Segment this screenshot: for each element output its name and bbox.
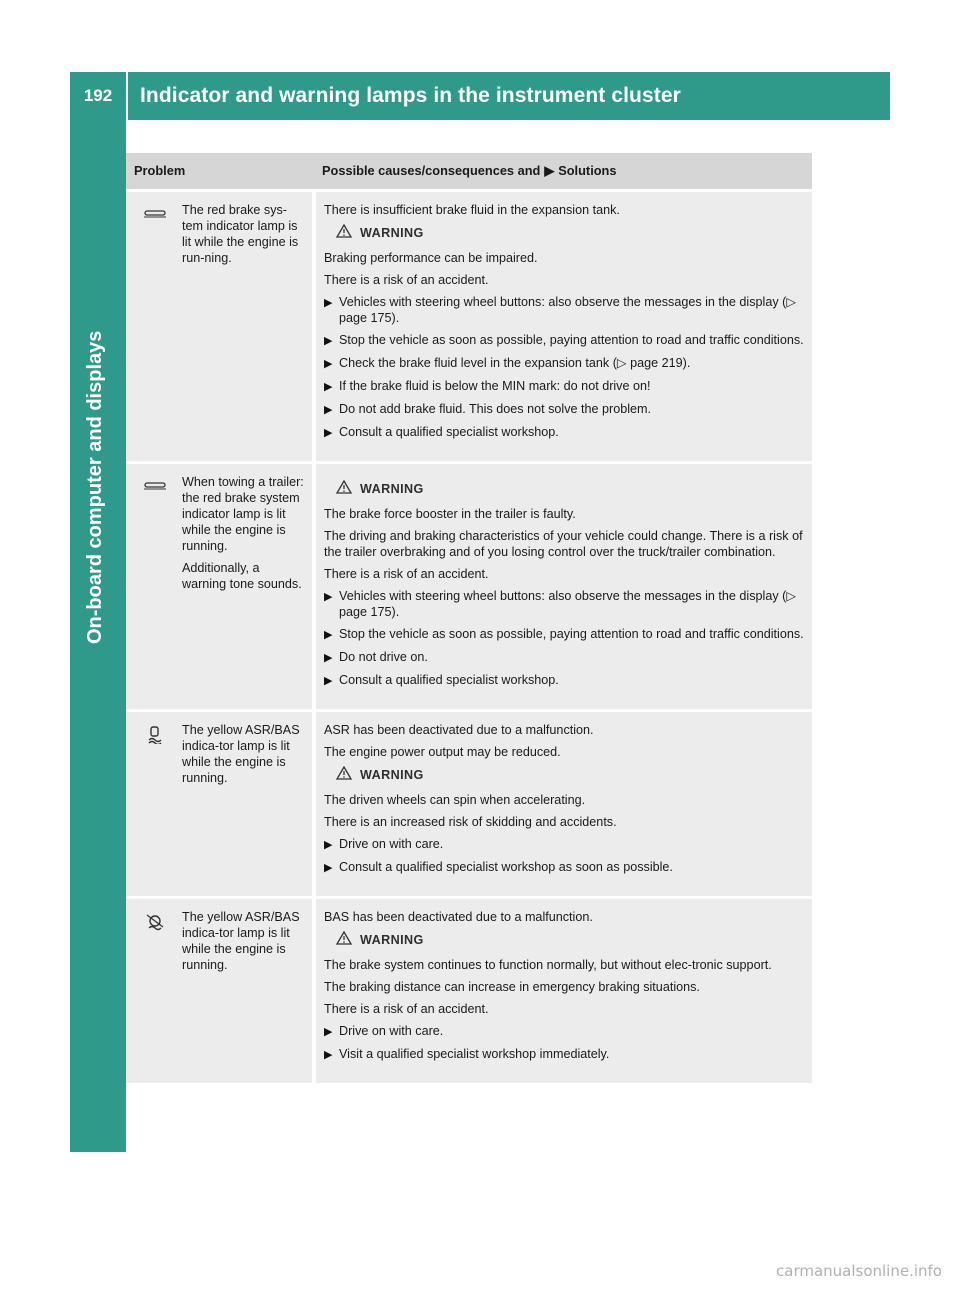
problem-cell (126, 711, 314, 898)
table-row (126, 711, 812, 898)
warning-heading (336, 480, 804, 498)
cause-text: ASR has been deactivated due to a malfunction. (324, 723, 594, 737)
warning-text: There is a risk of an accident. (324, 273, 489, 287)
action-item (324, 836, 804, 853)
indicator-table (126, 153, 812, 1083)
problem-text: The yellow ASR/BAS indica-tor lamp is lit while the engine is running. (182, 910, 300, 972)
action-item (324, 649, 804, 666)
warning-label: WARNING (360, 226, 424, 240)
warning-text: The braking distance can increase in emergency braking situations. (324, 980, 700, 994)
action-arrow-icon: ▶ (324, 839, 333, 851)
table-row (126, 898, 812, 1084)
action-arrow-icon: ▶ (324, 862, 333, 874)
warning-text: The driven wheels can spin when accelerating. (324, 793, 586, 807)
warning-text: The brake system continues to function normally, but without elec-tronic support. (324, 958, 772, 972)
warning-heading (336, 224, 804, 242)
action-text: Consult a qualified specialist workshop as soon as possible. (339, 860, 673, 874)
action-text: Consult a qualified specialist workshop. (339, 425, 559, 439)
action-text: Visit a qualified specialist workshop immediately. (339, 1047, 610, 1061)
brake-warning-lamp-icon (134, 474, 176, 598)
solution-cell (314, 898, 812, 1084)
cause-text: BAS has been deactivated due to a malfunction. (324, 910, 593, 924)
action-item (324, 401, 804, 418)
warning-text: There is a risk of an accident. (324, 1002, 489, 1016)
warning-label: WARNING (360, 768, 424, 782)
action-arrow-icon: ▶ (324, 297, 333, 309)
cause-text: There is insufficient brake fluid in the expansion tank. (324, 203, 620, 217)
action-arrow-icon: ▶ (324, 652, 333, 664)
warning-text: There is a risk of an accident. (324, 567, 489, 581)
action-item (324, 424, 804, 441)
warning-triangle-icon (336, 224, 352, 242)
action-item (324, 355, 804, 372)
side-tab-label: On-board computer and displays (84, 330, 106, 644)
warning-triangle-icon (336, 766, 352, 784)
action-text: Drive on with care. (339, 837, 444, 851)
action-text: Vehicles with steering wheel buttons: also observe the messages in the display (▷ page 175). (339, 589, 797, 619)
action-arrow-icon: ▶ (324, 629, 333, 641)
action-item (324, 1046, 804, 1063)
warning-label: WARNING (360, 482, 424, 496)
action-arrow-icon: ▶ (324, 675, 333, 687)
page-number: 192 (83, 86, 113, 105)
action-item (324, 588, 804, 620)
warning-heading (336, 766, 804, 784)
action-arrow-icon: ▶ (324, 1026, 333, 1038)
warning-text: There is an increased risk of skidding and accidents. (324, 815, 617, 829)
action-arrow-icon: ▶ (324, 404, 333, 416)
action-text: Drive on with care. (339, 1024, 444, 1038)
page-title: Indicator and warning lamps in the instrument cluster (140, 84, 681, 107)
action-item (324, 1023, 804, 1040)
action-text: Do not drive on. (339, 650, 428, 664)
brake-warning-lamp-icon (134, 202, 176, 272)
warning-heading (336, 931, 804, 949)
bas-lamp-icon (134, 909, 176, 979)
action-item (324, 626, 804, 643)
cause-text: The engine power output may be reduced. (324, 745, 561, 759)
action-arrow-icon: ▶ (324, 335, 333, 347)
action-item (324, 672, 804, 689)
action-item (324, 378, 804, 395)
action-item (324, 859, 804, 876)
warning-triangle-icon (336, 480, 352, 498)
action-arrow-icon: ▶ (324, 1049, 333, 1061)
solution-cell (314, 463, 812, 711)
action-text: Stop the vehicle as soon as possible, paying attention to road and traffic conditions. (339, 333, 804, 347)
action-text: If the brake fluid is below the MIN mark: do not drive on! (339, 379, 651, 393)
table-row (126, 463, 812, 711)
problem-text: Additionally, a warning tone sounds. (182, 561, 302, 591)
column-header-problem: Problem (126, 153, 314, 191)
solutions-suffix: Solutions (558, 163, 617, 178)
problem-cell (126, 191, 314, 463)
action-arrow-icon: ▶ (324, 358, 333, 370)
problem-text: The yellow ASR/BAS indica-tor lamp is lit while the engine is running. (182, 723, 300, 785)
table-row (126, 191, 812, 463)
solution-cell (314, 711, 812, 898)
action-arrow-icon: ▶ (324, 381, 333, 393)
action-text: Consult a qualified specialist workshop. (339, 673, 559, 687)
problem-text: The red brake sys-tem indicator lamp is lit while the engine is run-ning. (182, 203, 299, 265)
action-arrow-icon: ▶ (324, 427, 333, 439)
problem-text: When towing a trailer: the red brake system indicator lamp is lit while the engine is running. (182, 475, 304, 553)
warning-label: WARNING (360, 933, 424, 947)
column-header-solutions (314, 153, 812, 191)
action-text: Stop the vehicle as soon as possible, paying attention to road and traffic conditions. (339, 627, 804, 641)
solution-cell (314, 191, 812, 463)
problem-cell (126, 463, 314, 711)
warning-text: The brake force booster in the trailer is faulty. (324, 507, 576, 521)
action-item (324, 332, 804, 349)
action-text: Check the brake fluid level in the expansion tank (▷ page 219). (339, 356, 691, 370)
warning-text: Braking performance can be impaired. (324, 251, 538, 265)
asr-lamp-icon (134, 722, 176, 792)
warning-text: The driving and braking characteristics of your vehicle could change. There is a risk of the trailer overbraking and of you losing control over the truck/trailer combination. (324, 529, 803, 559)
solutions-prefix: Possible causes/consequences and (322, 163, 541, 178)
footer-watermark: carmanualsonline.info (776, 1262, 942, 1280)
warning-triangle-icon (336, 931, 352, 949)
problem-cell (126, 898, 314, 1084)
action-arrow-icon: ▶ (324, 591, 333, 603)
table-header-row (126, 153, 812, 191)
action-text: Vehicles with steering wheel buttons: also observe the messages in the display (▷ page 175). (339, 295, 797, 325)
action-text: Do not add brake fluid. This does not solve the problem. (339, 402, 651, 416)
action-item (324, 294, 804, 326)
page-header (70, 72, 890, 120)
arrow-icon: ▶ (544, 163, 555, 178)
